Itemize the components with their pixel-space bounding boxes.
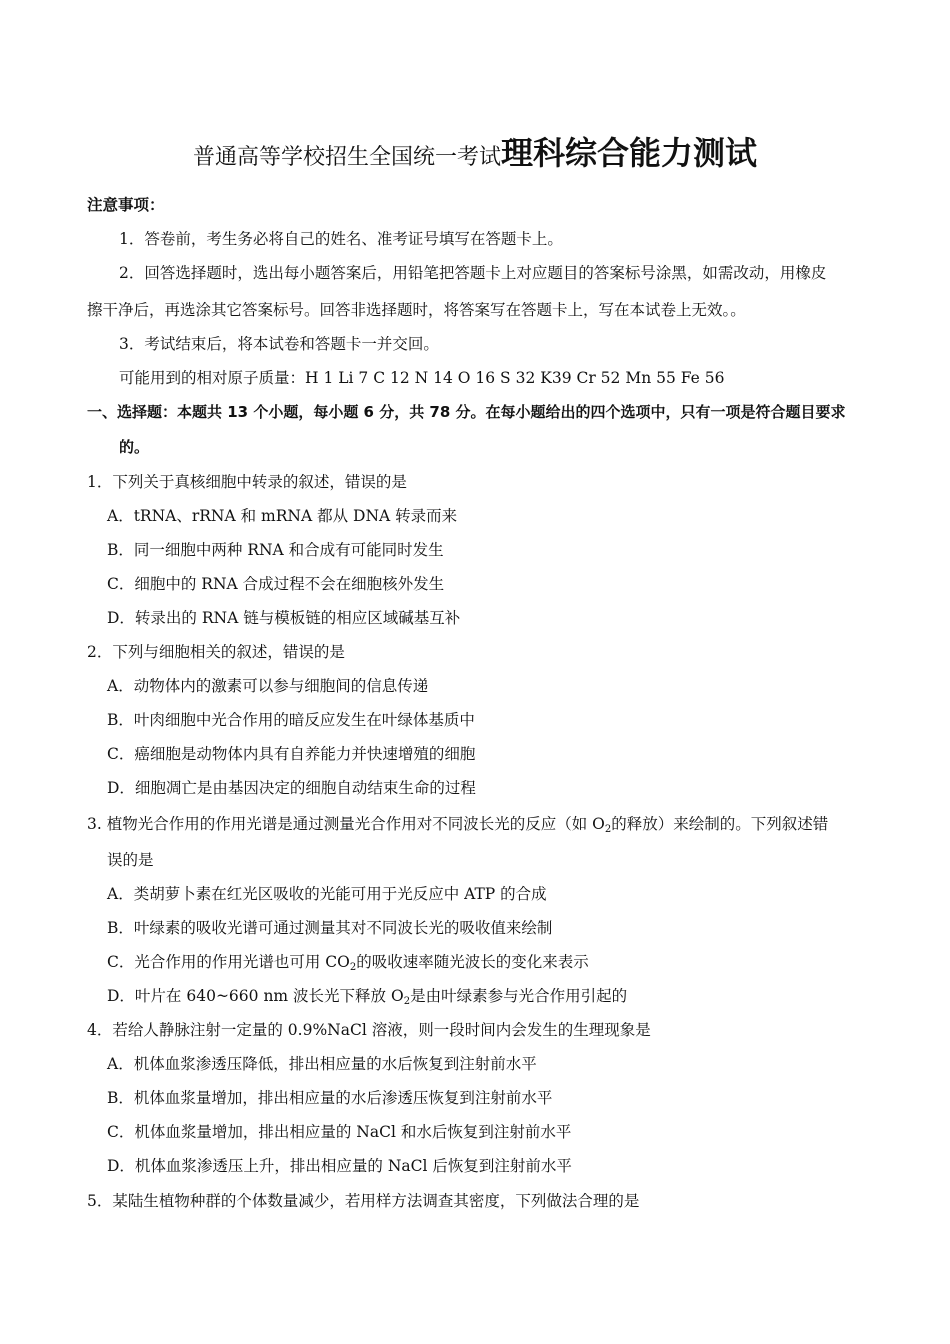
notice-item-2-line2: 擦干净后，再选涂其它答案标号。回答非选择题时，将答案写在答题卡上，写在本试卷上无效。。 <box>87 301 746 319</box>
question-3-option-c-subscript: 2 <box>349 962 357 973</box>
question-5-stem: 5．某陆生植物种群的个体数量减少，若用样方法调查其密度，下列做法合理的是 <box>87 1192 640 1210</box>
notice-item-3: 3．考试结束后，将本试卷和答题卡一并交回。 <box>119 335 439 353</box>
exam-title-part2: 理科综合能力测试 <box>501 134 758 172</box>
question-1-option-a: A．tRNA、rRNA 和 mRNA 都从 DNA 转录而来 <box>107 507 458 525</box>
question-3-option-d <box>107 986 627 1006</box>
question-1-option-c: C．细胞中的 RNA 合成过程不会在细胞核外发生 <box>107 575 445 593</box>
question-4-stem: 4．若给人静脉注射一定量的 0.9%NaCl 溶液，则一段时间内会发生的生理现象是 <box>87 1021 651 1039</box>
question-4-option-a: A．机体血浆渗透压降低，排出相应量的水后恢复到注射前水平 <box>107 1055 537 1073</box>
question-4-option-c: C．机体血浆量增加，排出相应量的 NaCl 和水后恢复到注射前水平 <box>107 1123 572 1141</box>
question-2-option-a: A．动物体内的激素可以参与细胞间的信息传递 <box>107 677 429 695</box>
question-3-stem-line2: 误的是 <box>107 851 154 869</box>
question-2-option-d: D．细胞凋亡是由基因决定的细胞自动结束生命的过程 <box>107 779 476 797</box>
notice-heading: 注意事项： <box>87 196 165 214</box>
question-2-option-b: B．叶肉细胞中光合作用的暗反应发生在叶绿体基质中 <box>107 711 475 729</box>
atomic-mass-line: 可能用到的相对原子质量：H 1 Li 7 C 12 N 14 O 16 S 32 K39 Cr 52 Mn 55 Fe 56 <box>119 369 725 387</box>
question-3-stem-line1 <box>87 814 828 834</box>
section-1-heading-line2: 的。 <box>119 438 150 456</box>
question-3-option-c-a: C．光合作用的作用光谱也可用 CO <box>107 953 350 971</box>
question-1-option-b: B．同一细胞中两种 RNA 和合成有可能同时发生 <box>107 541 444 559</box>
question-3-option-c-b: 的吸收速率随光波长的变化来表示 <box>356 953 589 971</box>
question-3-stem-subscript: 2 <box>604 824 612 835</box>
notice-item-1: 1．答卷前，考生务必将自己的姓名、准考证号填写在答题卡上。 <box>119 230 563 248</box>
section-1-heading-line1: 一、选择题：本题共 13 个小题，每小题 6 分，共 78 分。在每小题给出的四个选项中，只有一项是符合题目要求 <box>87 403 846 421</box>
question-2-stem: 2．下列与细胞相关的叙述，错误的是 <box>87 643 345 661</box>
question-3-option-a: A．类胡萝卜素在红光区吸收的光能可用于光反应中 ATP 的合成 <box>107 885 547 903</box>
question-3-option-c <box>107 952 589 972</box>
question-3-stem-b: 的释放）来绘制的。下列叙述错 <box>611 815 829 833</box>
question-1-stem: 1．下列关于真核细胞中转录的叙述，错误的是 <box>87 473 407 491</box>
question-2-option-c: C．癌细胞是动物体内具有自养能力并快速增殖的细胞 <box>107 745 476 763</box>
question-1-option-d: D．转录出的 RNA 链与模板链的相应区域碱基互补 <box>107 609 461 627</box>
exam-title-part1: 普通高等学校招生全国统一考试 <box>192 145 501 170</box>
question-3-option-b: B．叶绿素的吸收光谱可通过测量其对不同波长光的吸收值来绘制 <box>107 919 553 937</box>
question-3-stem-a: 3. 植物光合作用的作用光谱是通过测量光合作用对不同波长光的反应（如 O <box>87 815 605 833</box>
question-3-option-d-b: 是由叶绿素参与光合作用引起的 <box>410 987 628 1005</box>
exam-title <box>0 128 950 174</box>
question-4-option-b: B．机体血浆量增加，排出相应量的水后渗透压恢复到注射前水平 <box>107 1089 553 1107</box>
question-3-option-d-a: D．叶片在 640~660 nm 波长光下释放 O <box>107 987 404 1005</box>
question-4-option-d: D．机体血浆渗透压上升，排出相应量的 NaCl 后恢复到注射前水平 <box>107 1157 572 1175</box>
notice-item-2-line1: 2．回答选择题时，选出每小题答案后，用铅笔把答题卡上对应题目的答案标号涂黑，如需改动，用橡皮 <box>119 264 827 282</box>
question-3-option-d-subscript: 2 <box>403 996 411 1007</box>
